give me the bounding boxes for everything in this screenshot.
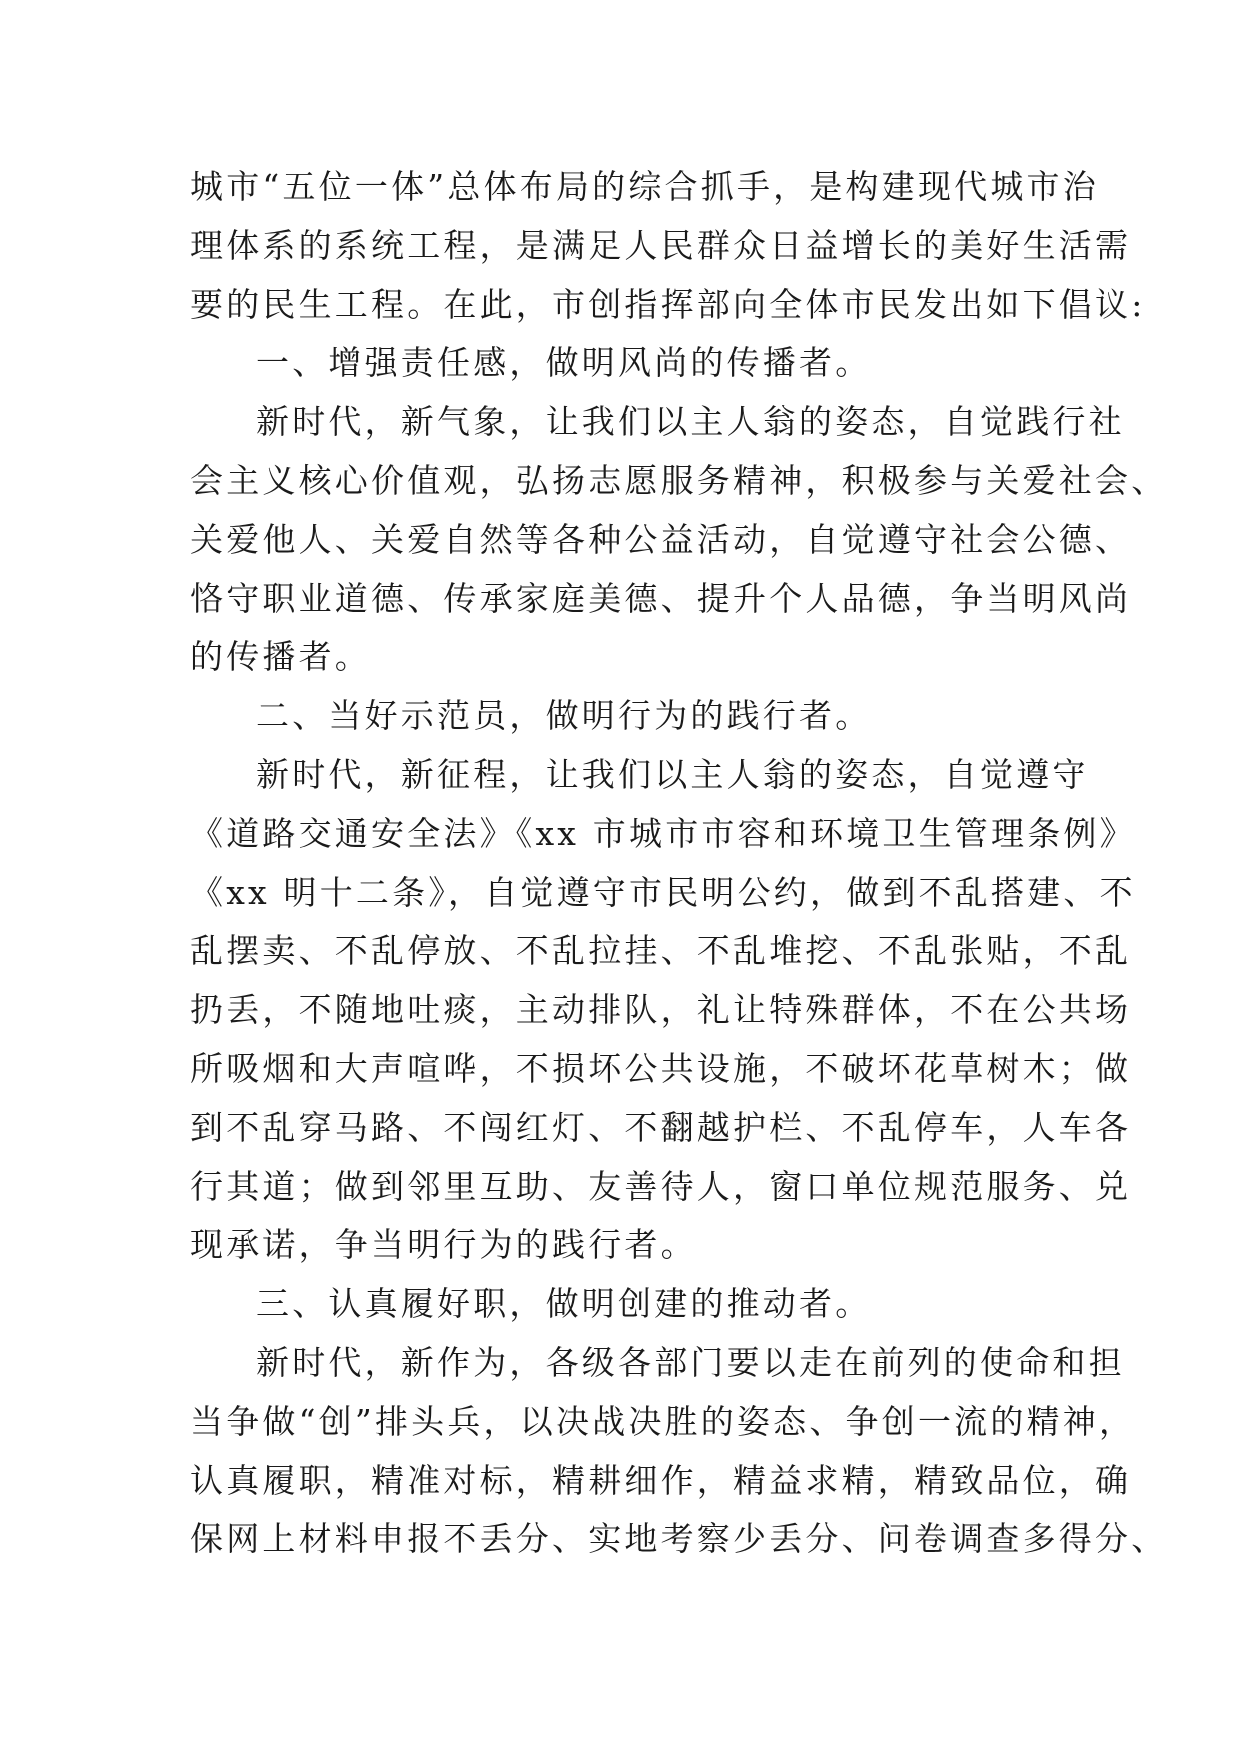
section-heading: 三、认真履好职，做明创建的推动者。 [256,1284,872,1324]
text-line: 要的民生工程。在此，市创指挥部向全体市民发出如下倡议: [190,284,1146,324]
text-line: 恪守职业道德、传承家庭美德、提升个人品德，争当明风尚 [190,578,1132,618]
text-line: 扔丢，不随地吐痰，主动排队，礼让特殊群体，不在公共场 [190,990,1132,1030]
paragraph-first-line: 新时代，新作为，各级各部门要以走在前列的使命和担 [256,1342,1125,1382]
text-line: 的传播者。 [190,637,371,677]
text-line: 关爱他人、关爱自然等各种公益活动，自觉遵守社会公德、 [190,519,1132,559]
text-line: 所吸烟和大声喧哗，不损坏公共设施，不破坏花草树木；做 [190,1048,1132,1088]
text-line: 乱摆卖、不乱停放、不乱拉挂、不乱堆挖、不乱张贴，不乱 [190,931,1132,971]
text-line: 会主义核心价值观，弘扬志愿服务精神，积极参与关爱社会、 [190,460,1168,500]
section-heading: 一、增强责任感，做明风尚的传播者。 [256,343,872,383]
text-line: 现承诺，争当明行为的践行者。 [190,1225,697,1265]
paragraph-first-line: 新时代，新征程，让我们以主人翁的姿态，自觉遵守 [256,754,1089,794]
text-line: 城市“五位一体”总体布局的综合抓手，是构建现代城市治 [190,167,1099,206]
text-line: 《道路交通安全法》《xx 市城市市容和环境卫生管理条例》 [190,813,1136,853]
text-line: 《xx 明十二条》，自觉遵守市民明公约，做到不乱搭建、不 [190,872,1136,912]
paragraph-first-line: 新时代，新气象，让我们以主人翁的姿态，自觉践行社 [256,402,1125,442]
text-line: 行其道；做到邻里互助、友善待人，窗口单位规范服务、兑 [190,1166,1132,1206]
text-line: 理体系的系统工程，是满足人民群众日益增长的美好生活需 [190,225,1132,265]
text-line: 到不乱穿马路、不闯红灯、不翻越护栏、不乱停车，人车各 [190,1107,1132,1147]
text-line: 保网上材料申报不丢分、实地考察少丢分、问卷调查多得分、 [190,1519,1168,1559]
text-line: 认真履职，精准对标，精耕细作，精益求精，精致品位，确 [190,1460,1132,1500]
document-body [190,158,1168,1569]
text-line: 当争做“创”排头兵，以决战决胜的姿态、争创一流的精神， [190,1401,1136,1441]
section-heading: 二、当好示范员，做明行为的践行者。 [256,696,872,736]
